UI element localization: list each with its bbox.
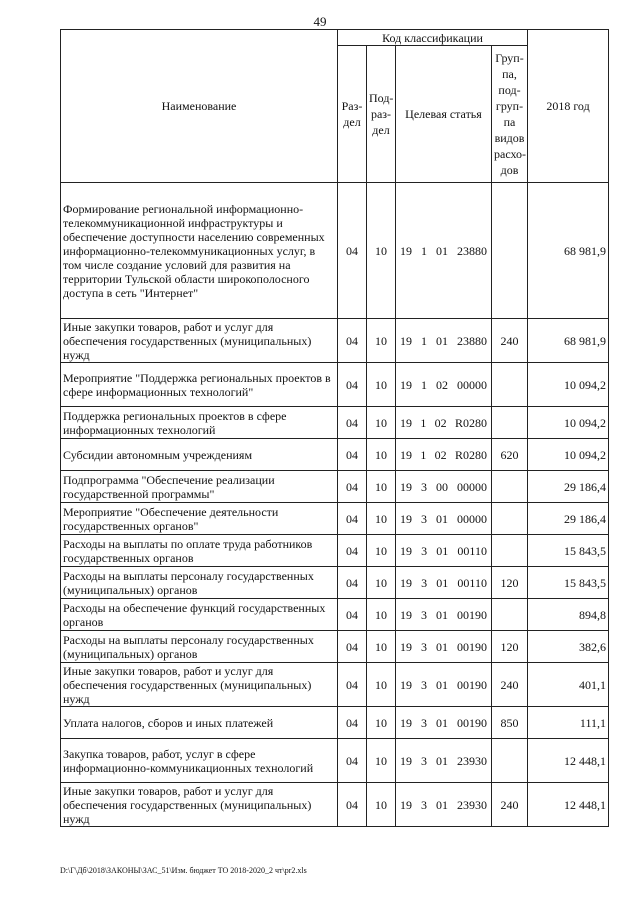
target-code-parts	[398, 678, 489, 692]
table-row	[61, 663, 609, 707]
row-subsection: 10	[367, 783, 396, 827]
row-section: 04	[338, 439, 367, 471]
row-subsection: 10	[367, 707, 396, 739]
row-expense-group: 120	[492, 631, 528, 663]
row-target-code	[396, 567, 492, 599]
table-row	[61, 319, 609, 363]
table-header-row	[61, 30, 609, 46]
target-code-part: 00000	[457, 511, 487, 526]
row-section: 04	[338, 707, 367, 739]
target-code-part: 01	[436, 543, 449, 558]
row-section: 04	[338, 783, 367, 827]
row-expense-group: 240	[492, 663, 528, 707]
table-row	[61, 599, 609, 631]
target-code-part: 01	[436, 797, 448, 812]
target-code-part: 3	[421, 797, 427, 812]
target-code-parts	[398, 512, 489, 526]
row-target-code	[396, 707, 492, 739]
target-code-parts	[398, 244, 489, 258]
row-name: Расходы на обеспечение функций государственных органов	[61, 599, 338, 631]
target-code-part: 23930	[457, 797, 487, 812]
target-code-part: 02	[434, 415, 447, 430]
target-code-parts	[398, 334, 489, 348]
row-expense-group: 850	[492, 707, 528, 739]
target-code-parts	[398, 378, 489, 392]
target-code-part: 19	[400, 715, 412, 730]
row-expense-group	[492, 407, 528, 439]
target-code-parts	[398, 448, 489, 462]
header-subsection: Под- раз- дел	[367, 46, 396, 183]
target-code-part: 19	[400, 639, 412, 654]
file-path-footer: D:\Г\Дб\2018\ЗАКОНЫ\ЗАС_51\Изм. бюджет ТО 2018-2020_2 чт\pr2.xls	[60, 866, 307, 875]
target-code-part: 19	[400, 607, 412, 622]
row-amount: 10 094,2	[528, 363, 609, 407]
row-section: 04	[338, 407, 367, 439]
row-amount: 15 843,5	[528, 567, 609, 599]
row-amount: 382,6	[528, 631, 609, 663]
row-section: 04	[338, 631, 367, 663]
target-code-part: 19	[400, 447, 412, 462]
row-subsection: 10	[367, 319, 396, 363]
target-code-parts	[398, 544, 489, 558]
row-amount: 29 186,4	[528, 503, 609, 535]
target-code-part: 00190	[457, 677, 487, 692]
table-row	[61, 183, 609, 319]
target-code-part: 02	[434, 447, 447, 462]
target-code-part: 01	[436, 715, 448, 730]
row-section: 04	[338, 363, 367, 407]
target-code-part: 3	[421, 677, 427, 692]
target-code-part: 00110	[457, 543, 487, 558]
target-code-part: 00000	[457, 377, 487, 392]
row-subsection: 10	[367, 535, 396, 567]
row-target-code	[396, 783, 492, 827]
target-code-parts	[398, 480, 489, 494]
row-subsection: 10	[367, 739, 396, 783]
table-row	[61, 783, 609, 827]
target-code-parts	[398, 640, 489, 654]
target-code-part: 01	[436, 677, 448, 692]
row-name: Закупка товаров, работ, услуг в сфере информационно-коммуникационных технологий	[61, 739, 338, 783]
table-row	[61, 363, 609, 407]
target-code-part: 02	[436, 377, 448, 392]
target-code-part: 19	[400, 543, 412, 558]
row-section: 04	[338, 663, 367, 707]
target-code-parts	[398, 798, 489, 812]
target-code-part: R0280	[454, 415, 487, 430]
row-target-code	[396, 631, 492, 663]
target-code-part: 19	[400, 797, 412, 812]
row-amount: 68 981,9	[528, 319, 609, 363]
row-section: 04	[338, 503, 367, 535]
row-subsection: 10	[367, 567, 396, 599]
row-section: 04	[338, 319, 367, 363]
row-expense-group	[492, 363, 528, 407]
header-group: Груп- па, под- груп- па видов расхо- дов	[492, 46, 528, 183]
target-code-part: 3	[421, 753, 427, 768]
target-code-parts	[398, 716, 489, 730]
target-code-part: 19	[400, 511, 412, 526]
target-code-part: 3	[421, 607, 427, 622]
row-subsection: 10	[367, 631, 396, 663]
row-name: Формирование региональной информационно-телекоммуникационной инфраструктуры и обеспечение доступности населению современных информационно-телекоммуникационных услуг, в том числе создание условий для развития на территории Тульской области широкополосного доступа в сеть "Интернет"	[61, 183, 338, 319]
row-section: 04	[338, 471, 367, 503]
table-row	[61, 567, 609, 599]
row-name: Расходы на выплаты персоналу государственных (муниципальных) органов	[61, 631, 338, 663]
row-section: 04	[338, 567, 367, 599]
row-target-code	[396, 183, 492, 319]
row-amount: 12 448,1	[528, 739, 609, 783]
target-code-part: 3	[421, 479, 427, 494]
header-year: 2018 год	[528, 30, 609, 183]
target-code-part: 1	[421, 333, 427, 348]
target-code-part: 3	[421, 511, 427, 526]
row-subsection: 10	[367, 663, 396, 707]
target-code-part: 19	[400, 753, 412, 768]
target-code-part: 3	[421, 715, 427, 730]
table-row	[61, 407, 609, 439]
table-row	[61, 535, 609, 567]
target-code-part: 19	[400, 479, 412, 494]
row-name: Мероприятие "Поддержка региональных проектов в сфере информационных технологий"	[61, 363, 338, 407]
table-row	[61, 471, 609, 503]
row-name: Иные закупки товаров, работ и услуг для обеспечения государственных (муниципальных) нужд	[61, 663, 338, 707]
row-amount: 68 981,9	[528, 183, 609, 319]
row-target-code	[396, 439, 492, 471]
row-expense-group	[492, 503, 528, 535]
row-name: Мероприятие "Обеспечение деятельности государственных органов"	[61, 503, 338, 535]
target-code-parts	[398, 576, 489, 590]
target-code-part: 19	[400, 333, 412, 348]
row-amount: 401,1	[528, 663, 609, 707]
target-code-part: 00	[436, 479, 448, 494]
target-code-part: 00190	[457, 715, 487, 730]
row-target-code	[396, 599, 492, 631]
target-code-part: 01	[436, 333, 448, 348]
target-code-part: 19	[400, 575, 412, 590]
target-code-part: 01	[436, 753, 448, 768]
row-expense-group	[492, 535, 528, 567]
table-row	[61, 503, 609, 535]
row-expense-group: 240	[492, 783, 528, 827]
header-classification: Код классификации	[338, 30, 528, 46]
row-amount: 12 448,1	[528, 783, 609, 827]
row-amount: 15 843,5	[528, 535, 609, 567]
page-number: 49	[313, 14, 327, 29]
row-name: Субсидии автономным учреждениям	[61, 439, 338, 471]
row-name: Расходы на выплаты по оплате труда работников государственных органов	[61, 535, 338, 567]
row-target-code	[396, 503, 492, 535]
row-name: Иные закупки товаров, работ и услуг для обеспечения государственных (муниципальных) нужд	[61, 783, 338, 827]
target-code-part: 01	[436, 575, 449, 590]
target-code-part: 01	[436, 511, 448, 526]
row-expense-group	[492, 183, 528, 319]
row-target-code	[396, 407, 492, 439]
row-expense-group: 620	[492, 439, 528, 471]
target-code-part: 1	[420, 447, 427, 462]
target-code-part: 3	[421, 575, 428, 590]
row-name: Поддержка региональных проектов в сфере информационных технологий	[61, 407, 338, 439]
target-code-parts	[398, 608, 489, 622]
target-code-part: 1	[421, 377, 427, 392]
row-section: 04	[338, 535, 367, 567]
target-code-part: 01	[436, 639, 448, 654]
row-amount: 894,8	[528, 599, 609, 631]
row-expense-group: 240	[492, 319, 528, 363]
row-name: Расходы на выплаты персоналу государственных (муниципальных) органов	[61, 567, 338, 599]
target-code-part: 00000	[457, 479, 487, 494]
target-code-part: 01	[436, 243, 448, 258]
target-code-part: 01	[436, 607, 448, 622]
row-section: 04	[338, 599, 367, 631]
row-section: 04	[338, 739, 367, 783]
row-amount: 29 186,4	[528, 471, 609, 503]
target-code-part: R0280	[454, 447, 487, 462]
row-subsection: 10	[367, 503, 396, 535]
target-code-part: 23880	[457, 333, 487, 348]
row-expense-group	[492, 739, 528, 783]
row-subsection: 10	[367, 599, 396, 631]
header-section: Раз- дел	[338, 46, 367, 183]
target-code-part: 23880	[457, 243, 487, 258]
row-section: 04	[338, 183, 367, 319]
target-code-part: 3	[421, 543, 428, 558]
row-name: Уплата налогов, сборов и иных платежей	[61, 707, 338, 739]
target-code-part: 1	[421, 243, 427, 258]
row-expense-group: 120	[492, 567, 528, 599]
target-code-part: 00110	[457, 575, 487, 590]
target-code-part: 19	[400, 243, 412, 258]
row-target-code	[396, 663, 492, 707]
row-subsection: 10	[367, 363, 396, 407]
target-code-part: 23930	[457, 753, 487, 768]
target-code-parts	[398, 754, 489, 768]
target-code-part: 19	[400, 415, 412, 430]
table-row	[61, 439, 609, 471]
row-subsection: 10	[367, 439, 396, 471]
target-code-part: 19	[400, 377, 412, 392]
row-target-code	[396, 471, 492, 503]
row-amount: 10 094,2	[528, 439, 609, 471]
row-name: Подпрограмма "Обеспечение реализации государственной программы"	[61, 471, 338, 503]
table-row	[61, 739, 609, 783]
target-code-part: 1	[420, 415, 427, 430]
row-expense-group	[492, 471, 528, 503]
table-row	[61, 631, 609, 663]
header-target: Целевая статья	[396, 46, 492, 183]
target-code-part: 19	[400, 677, 412, 692]
row-subsection: 10	[367, 407, 396, 439]
target-code-part: 00190	[457, 607, 487, 622]
row-name: Иные закупки товаров, работ и услуг для обеспечения государственных (муниципальных) нужд	[61, 319, 338, 363]
target-code-part: 00190	[457, 639, 487, 654]
row-amount: 10 094,2	[528, 407, 609, 439]
row-target-code	[396, 319, 492, 363]
row-target-code	[396, 739, 492, 783]
row-expense-group	[492, 599, 528, 631]
target-code-parts	[398, 416, 489, 430]
target-code-part: 3	[421, 639, 427, 654]
row-target-code	[396, 535, 492, 567]
table-row	[61, 707, 609, 739]
budget-table	[60, 29, 609, 827]
header-name: Наименование	[61, 30, 338, 183]
row-amount: 111,1	[528, 707, 609, 739]
row-target-code	[396, 363, 492, 407]
row-subsection: 10	[367, 183, 396, 319]
row-subsection: 10	[367, 471, 396, 503]
